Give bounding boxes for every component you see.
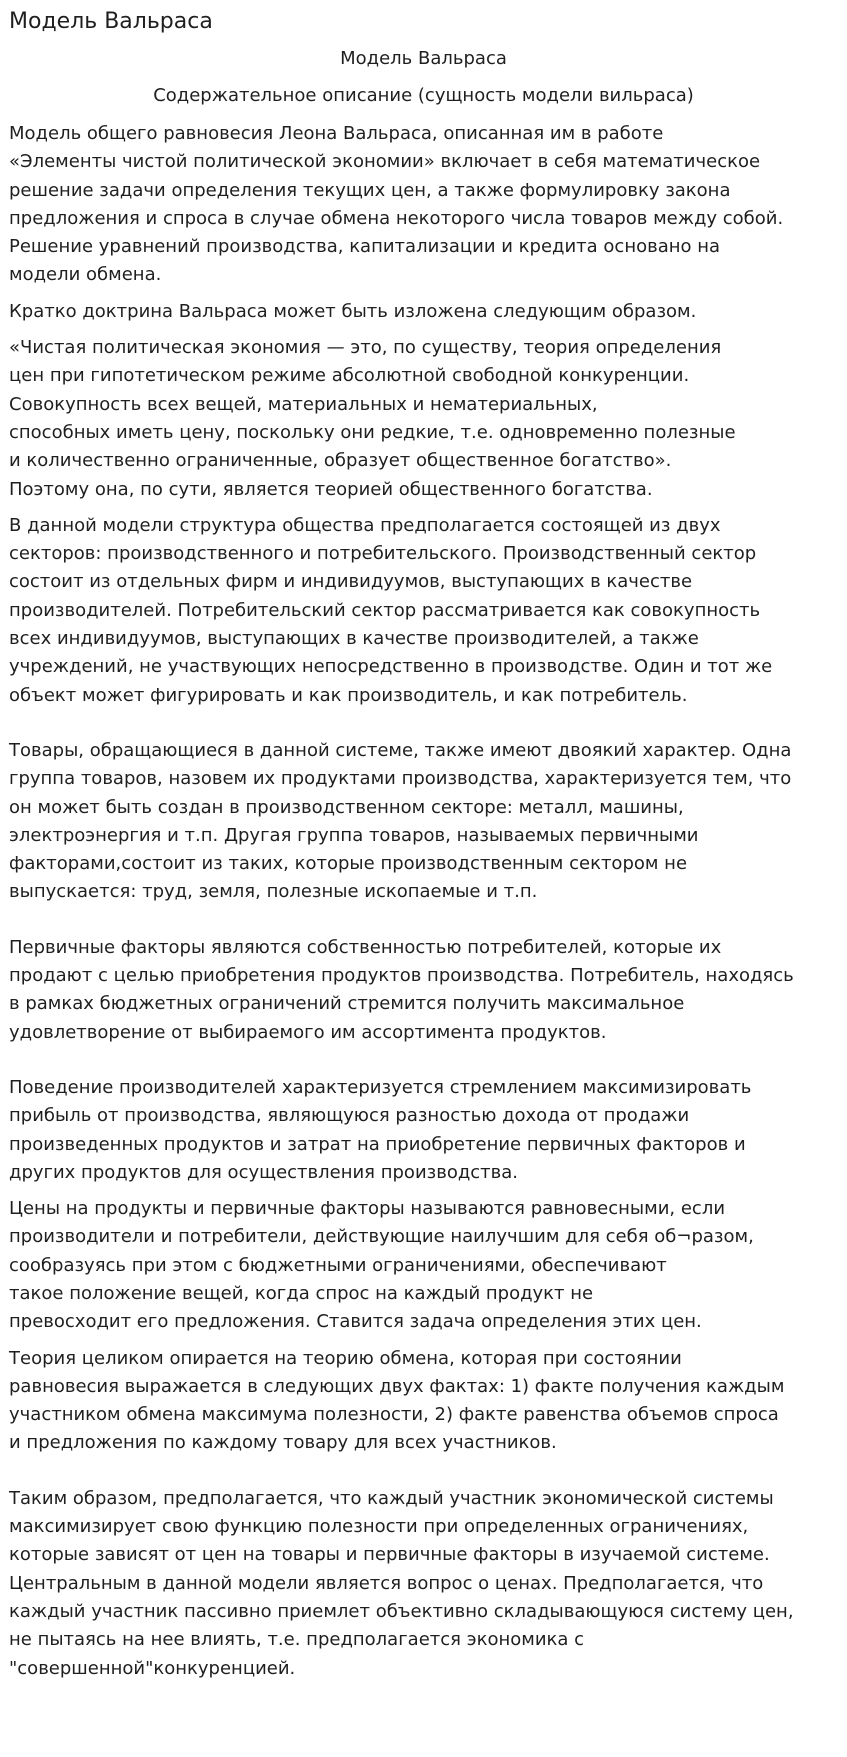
section-heading: Содержательное описание (сущность модели вильраса) [153,85,694,106]
paragraph-quote: «Чистая политическая экономия — это, по существу, теория определения цен при гипотетическом режиме абсолютной свободной конкуренции. Совокупность всех вещей, материальных и нематериальных, способных иметь цену, поскольку они редкие, т.е. одновременно полезные и количественно ограниченные, образует общественное богатство». Поэтому она, по сути, является теорией общественного богатства. [9,337,736,500]
paragraph-primary-factors: Первичные факторы являются собственностью потребителей, которые их продают с целью приобретения продуктов производства. Потребитель, находясь в рамках бюджетных ограничений стремится получить максимальное удовлетворение от выбираемого им ассортимента продуктов. [9,936,794,1043]
paragraph-intro: Модель общего равновесия Леона Вальраса, описанная им в работе «Элементы чистой политической экономии» включает в себя математическое решение задачи определения текущих цен, а также формулировку закона предложения и спроса в случае обмена некоторого числа товаров между собой. Решение уравнений производства, капитализации и кредита основано на модели обмена. [9,123,784,286]
page-title: Модель Вальраса [9,9,213,34]
paragraph-goods: Товары, обращающиеся в данной системе, также имеют двоякий характер. Одна группа товаров, назовем их продуктами производства, характеризуется тем, что он может быть создан в производственном секторе: металл, машины, электроэнергия и т.п. Другая группа товаров, называемых первичными факторами,состоит из таких, которые производственным сектором не выпускается: труд, земля, полезные ископаемые и т.п. [9,739,792,903]
paragraph-doctrine-lead: Кратко доктрина Вальраса может быть изложена следующим образом. [9,300,697,322]
paragraph-exchange-theory: Теория целиком опирается на теорию обмена, которая при состоянии равновесия выражается в следующих двух фактах: 1) факте получения каждым участником обмена максимума полезности, 2) факте равенства объемов спроса и предложения по каждому товару для всех участников. [9,1347,785,1454]
document-subtitle: Модель Вальраса [340,48,507,69]
paragraph-structure: В данной модели структура общества предполагается состоящей из двух секторов: производственного и потребительского. Производственный сектор состоит из отдельных фирм и индивидуумов, выступающих в качестве производителей. Потребительский сектор рассматривается как совокупность всех индивидуумов, выступающих в качестве производителей, а также учреждений, не участвующих непосредственно в производстве. Один и тот же объект может фигурировать и как производитель, и как потребитель. [9,514,773,706]
paragraph-equilibrium-prices: Цены на продукты и первичные факторы называются равновесными, если производители и потребители, действующие наилучшим для себя об¬разом, сообразуясь при этом с бюджетными ограничениями, обеспечивают такое положение вещей, когда спрос на каждый продукт не превосходит его предложения. Ставится задача определения этих цен. [9,1198,754,1333]
paragraph-conclusion: Таким образом, предполагается, что каждый участник экономической системы максимизирует свою функцию полезности при определенных ограничениях, которые зависят от цен на товары и первичные факторы в изучаемой системе. Центральным в данной модели является вопрос о ценах. Предполагается, что каждый участник пассивно приемлет объективно складывающуюся систему цен, не пытаясь на нее влиять, т.е. предполагается экономика с "совершенной"конкуренцией. [9,1487,794,1679]
paragraph-producers: Поведение производителей характеризуется стремлением максимизировать прибыль от производства, являющуюся разностью дохода от продажи произведенных продуктов и затрат на приобретение первичных факторов и других продуктов для осуществления производства. [9,1076,752,1183]
